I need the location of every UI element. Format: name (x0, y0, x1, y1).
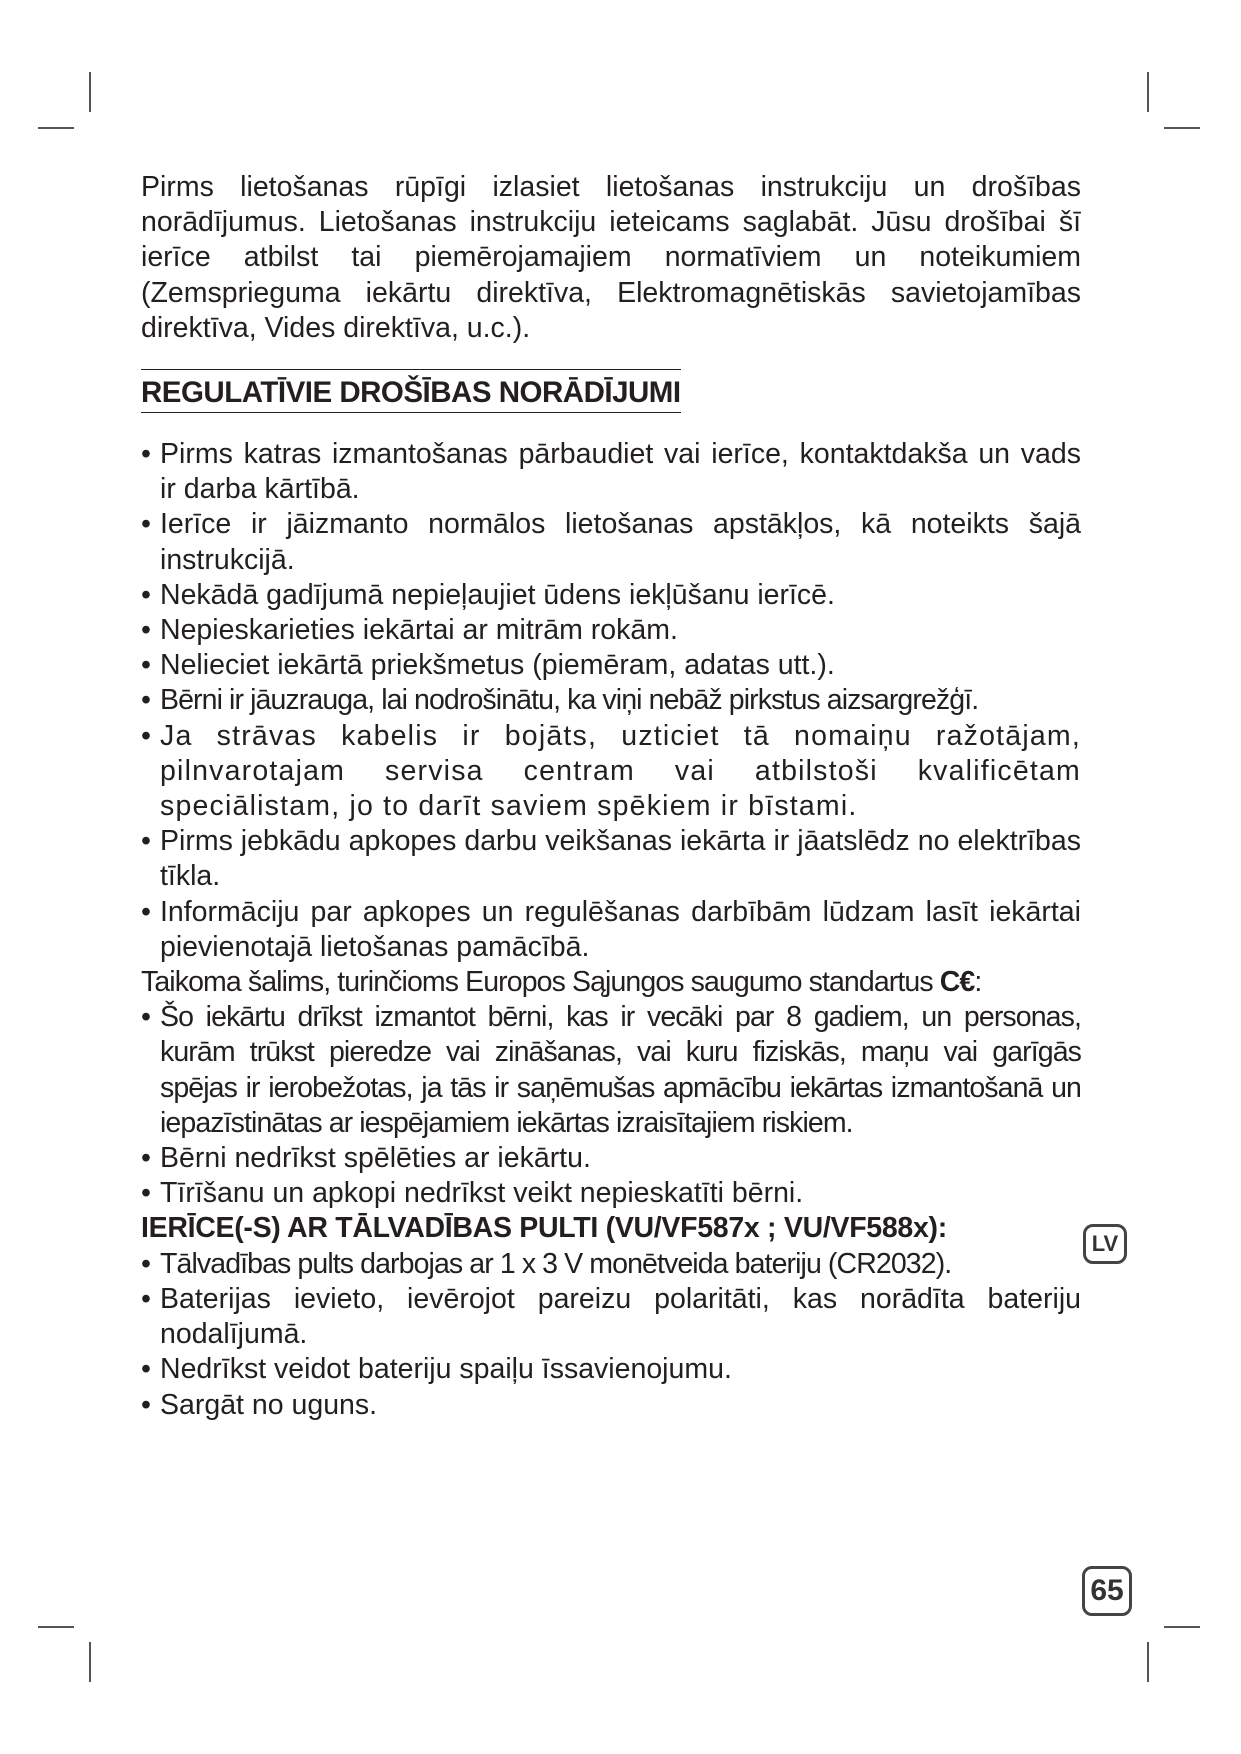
eu-list (141, 1000, 1081, 1211)
crop-mark-top-right-horizontal (1164, 127, 1200, 129)
remote-list (141, 1247, 1081, 1423)
eu-notice-text: Taikoma šalims, turinčioms Europos Sąjungos saugumo standartus (141, 966, 933, 999)
eu-notice (141, 965, 1081, 1000)
list-item: • Sargāt no uguns. (141, 1388, 1081, 1423)
list-item: • Informāciju par apkopes un regulēšanas darbībām lūdzam lasīt iekārtai pievienotajā lietošanas pamācībā. (141, 895, 1081, 965)
eu-notice-colon: : (974, 966, 982, 999)
intro-paragraph: Pirms lietošanas rūpīgi izlasiet lietošanas instrukciju un drošības norādījumus. Lietošanas instrukciju ieteicams saglabāt. Jūsu drošībai šī ierīce atbilst tai piemērojamajiem normatīviem un noteikumiem (Zemsprieguma iekārtu direktīva, Elektromagnētiskās savietojamības direktīva, Vides direktīva, u.c.). (141, 171, 1081, 344)
crop-mark-top-left-horizontal (38, 127, 74, 129)
list-item: • Šo iekārtu drīkst izmantot bērni, kas ir vecāki par 8 gadiem, un personas, kurām trūkst pieredze vai zināšanas, vai kuru fiziskās, maņu vai garīgās spējas ir ierobežotas, ja tās ir saņēmušas apmācību iekārtas izmantošanā un iepazīstinātas ar iespējamiem iekārtas izraisītajiem riskiem. (141, 1000, 1081, 1141)
list-item: • Nepieskarieties iekārtai ar mitrām rokām. (141, 613, 1081, 648)
section-title: REGULATĪVIE DROŠĪBAS NORĀDĪJUMI (141, 376, 681, 410)
crop-mark-top-left-vertical (89, 72, 91, 112)
crop-mark-bottom-right-horizontal (1164, 1626, 1200, 1628)
ce-mark-icon: C€ (939, 966, 975, 999)
list-item: • Pirms jebkādu apkopes darbu veikšanas iekārta ir jāatslēdz no elektrības tīkla. (141, 824, 1081, 894)
safety-list (141, 437, 1081, 965)
list-item: • Nekādā gadījumā nepieļaujiet ūdens iekļūšanu ierīcē. (141, 578, 1081, 613)
crop-mark-top-right-vertical (1147, 72, 1149, 112)
list-item: • Baterijas ievieto, ievērojot pareizu polaritāti, kas norādīta bateriju nodalījumā. (141, 1282, 1081, 1352)
list-item: • Tīrīšanu un apkopi nedrīkst veikt nepieskatīti bērni. (141, 1176, 1081, 1211)
list-item: • Bērni nedrīkst spēlēties ar iekārtu. (141, 1141, 1081, 1176)
crop-mark-bottom-right-vertical (1147, 1642, 1149, 1682)
language-badge: LV (1083, 1224, 1127, 1264)
section-heading-frame (141, 369, 681, 413)
page-content (141, 170, 1081, 1423)
crop-mark-bottom-left-horizontal (38, 1626, 74, 1628)
remote-section-title: IERĪCE(-S) AR TĀLVADĪBAS PULTI (VU/VF587x ; VU/VF588x): (141, 1212, 947, 1245)
list-item: • Pirms katras izmantošanas pārbaudiet vai ierīce, kontaktdakša un vads ir darba kārtībā. (141, 437, 1081, 507)
list-item: • Tālvadības pults darbojas ar 1 x 3 V monētveida bateriju (CR2032). (141, 1247, 1081, 1282)
list-item: • Ierīce ir jāizmanto normālos lietošanas apstākļos, kā noteikts šajā instrukcijā. (141, 507, 1081, 577)
list-item: • Bērni ir jāuzrauga, lai nodrošinātu, ka viņi nebāž pirkstus aizsargrežģī. (141, 683, 1081, 718)
crop-mark-bottom-left-vertical (89, 1642, 91, 1682)
list-item: • Nedrīkst veidot bateriju spaiļu īssavienojumu. (141, 1352, 1081, 1387)
page-number: 65 (1082, 1566, 1132, 1616)
list-item: • Nelieciet iekārtā priekšmetus (piemēram, adatas utt.). (141, 648, 1081, 683)
list-item: • Ja strāvas kabelis ir bojāts, uzticiet tā nomaiņu ražotājam, pilnvarotajam servisa centram vai atbilstoši kvalificētam speciālistam, jo to darīt saviem spēkiem ir bīstami. (141, 719, 1081, 825)
